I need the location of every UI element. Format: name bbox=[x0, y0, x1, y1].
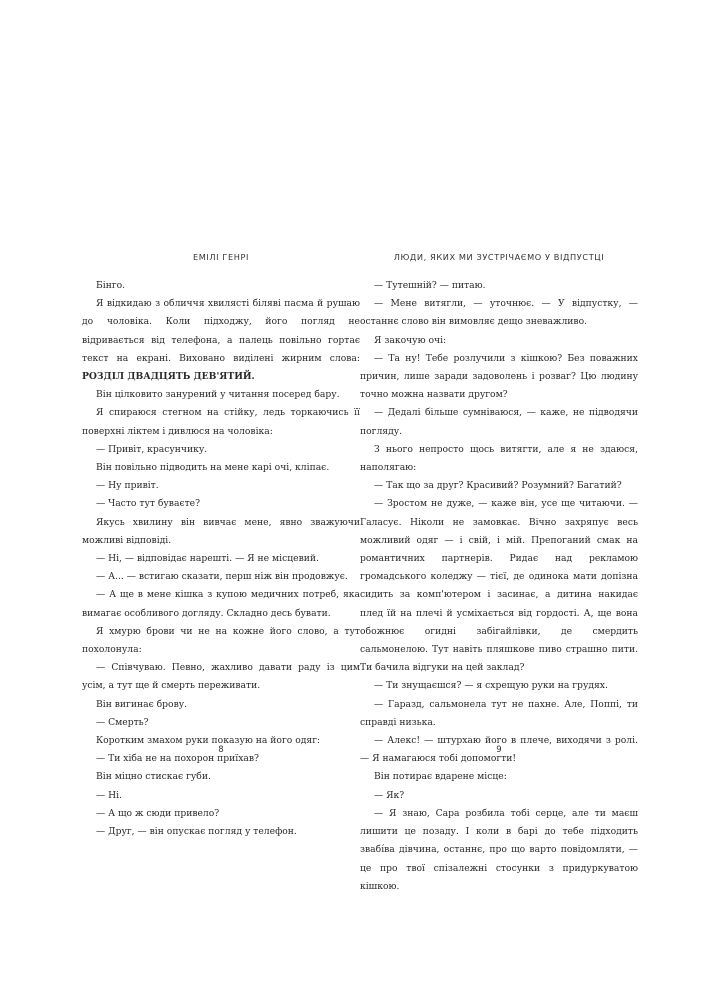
page-number: 9 bbox=[496, 745, 502, 755]
dialogue-line: — Ні, — відповідає нарешті. — Я не місцевий. bbox=[96, 553, 319, 565]
dialogue-line: — Ти хіба не на похорон приїхав? bbox=[96, 753, 259, 765]
dialogue-line: — А... — встигаю сказати, перш ніж він продовжує. bbox=[96, 571, 348, 583]
dialogue-line: — А ще в мене кішка з купою медичних потреб, яка вимагає особливого догляду. Складно десь бувати. bbox=[82, 589, 360, 619]
right-page-text bbox=[360, 277, 638, 896]
chapter-title-bold: РОЗДІЛ ДВАДЦЯТЬ ДЕВ'ЯТИЙ. bbox=[82, 371, 255, 383]
right-page bbox=[360, 252, 638, 892]
left-page-text bbox=[82, 277, 360, 841]
running-head-title: ЛЮДИ, ЯКИХ МИ ЗУСТРІЧАЄМО У ВІДПУСТЦІ bbox=[393, 252, 605, 262]
paragraph: Він повільно підводить на мене карі очі, кліпає. bbox=[96, 462, 330, 474]
paragraph: Він потирає вдарене місце: bbox=[374, 771, 507, 783]
dialogue-line: — Алекс! — штурхаю його в плече, виходячи з ролі. — Я намагаюся тобі допомогти! bbox=[360, 735, 638, 765]
dialogue-line: — Як? bbox=[374, 789, 405, 801]
dialogue-line: — Часто тут буваєте? bbox=[96, 498, 201, 510]
dialogue-line: — Співчуваю. Певно, жахливо давати раду із цим усім, а тут ще й смерть переживати. bbox=[82, 662, 360, 692]
dialogue-line: — Ні. bbox=[96, 789, 122, 801]
dialogue-line: — Ну привіт. bbox=[96, 480, 159, 492]
paragraph: Він міцно стискає губи. bbox=[96, 771, 211, 783]
paragraph: Я закочую очі: bbox=[374, 334, 447, 346]
dialogue-line: — Зростом не дуже, — каже він, усе ще читаючи. — Галасує. Ніколи не замовкає. Вічно захряпує весь можливий одяг — і свій, і мій. Препоганий смак на романтичних партнерів. Ридає над рекламою громадського коледжу — тієї, де одинока мати допізна сидить за комп'ютером і засинає, а дитина накидає плед їй на плечі й усміхається від гордості. А, ще вона обожнює огидні забігайлівки, де смердить сальмонелою. Тут навіть пляшкове пиво страшно пити. Ти бачила відгуки на цей заклад? bbox=[360, 498, 638, 674]
dialogue-line: — Та ну! Тебе розлучили з кішкою? Без поважних причин, лише заради задоволень і розваг? Цю людину точно можна назвати другом? bbox=[360, 352, 638, 401]
dialogue-line: — Смерть? bbox=[96, 716, 149, 728]
paragraph: Коротким змахом руки показую на його одяг: bbox=[96, 735, 321, 747]
dialogue-line: — Я знаю, Сара розбила тобі серце, але ти маєш лишити це позаду. І коли в барі до тебе підходить звабі́ва дівчина, останнє, про що варто повідомляти, — це про твої спізалежні стосунки з придуркуватою кішкою. bbox=[360, 807, 638, 892]
paragraph-with-chapter-title bbox=[82, 295, 360, 386]
paragraph: Я спираюся стегном на стійку, ледь торкаючись її поверхні ліктем і дивлюся на чоловіка: bbox=[82, 407, 360, 437]
dialogue-line: — А що ж сюди привело? bbox=[96, 807, 220, 819]
paragraph: Він цілковито занурений у читання посеред бару. bbox=[96, 389, 340, 401]
paragraph: З нього непросто щось витягти, але я не здаюся, наполягаю: bbox=[360, 443, 638, 474]
dialogue-line: — Дедалі більше сумніваюся, — каже, не підводячи погляду. bbox=[360, 407, 638, 437]
paragraph: Я хмурю брови чи не на кожне його слово, а тут похолонула: bbox=[82, 625, 360, 656]
running-head-author: ЕМІЛІ ГЕНРІ bbox=[192, 252, 250, 262]
dialogue-line: — Мене витягли, — уточнює. — У відпустку, — останнє слово він вимовляє дещо зневажливо. bbox=[360, 298, 638, 328]
dialogue-line: — Друг, — він опускає погляд у телефон. bbox=[96, 826, 297, 838]
dialogue-line: — Так що за друг? Красивий? Розумний? Багатий? bbox=[374, 480, 622, 492]
paragraph: Якусь хвилину він вивчає мене, явно зважуючи можливі відповіді. bbox=[82, 516, 360, 546]
page-number: 8 bbox=[218, 745, 224, 755]
paragraph-text: Я відкидаю з обличчя хвилясті біляві пасма й рушаю до чоловіка. Коли підходжу, його погляд не відривається від телефона, а палець повільно гортає текст на екрані. Виховано виділені жирним слова: bbox=[82, 298, 360, 364]
dialogue-line: — Привіт, красунчику. bbox=[96, 443, 208, 455]
paragraph: Він вигинає брову. bbox=[96, 698, 188, 710]
dialogue-line: — Гаразд, сальмонела тут не пахне. Але, Поппі, ти справді низька. bbox=[360, 698, 638, 728]
dialogue-line: — Тутешній? — питаю. bbox=[374, 280, 486, 291]
left-page bbox=[82, 252, 360, 838]
paragraph: Бінго. bbox=[96, 280, 126, 291]
dialogue-line: — Ти знущаєшся? — я схрещую руки на грудях. bbox=[374, 680, 608, 692]
